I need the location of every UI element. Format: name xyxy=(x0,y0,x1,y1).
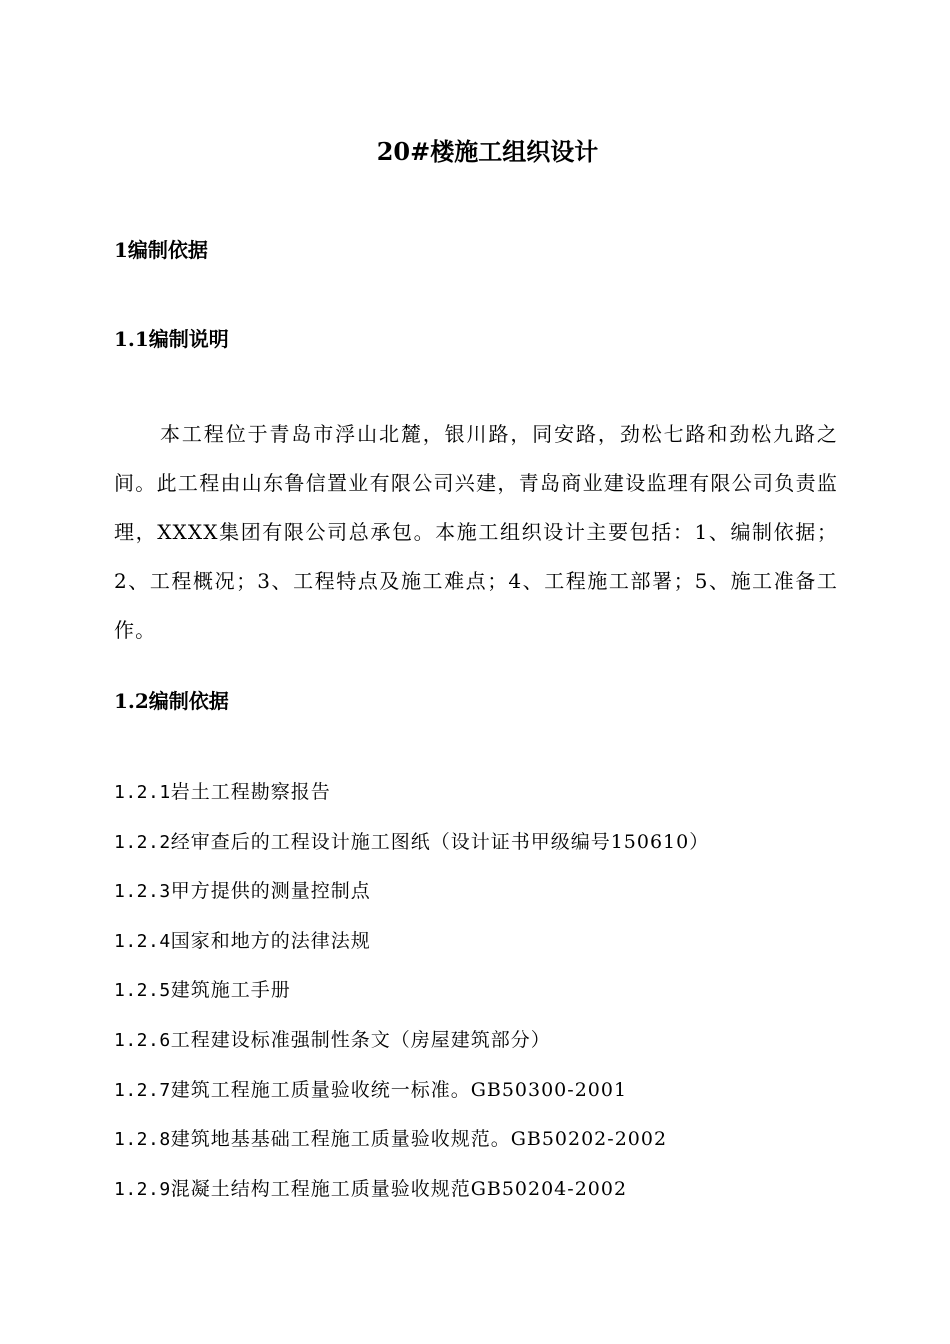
list-item xyxy=(114,774,709,824)
list-item xyxy=(114,873,709,923)
list-item-number: 1.2.4 xyxy=(114,930,171,952)
document-title: 20#楼施工组织设计 xyxy=(376,137,599,166)
list-item xyxy=(114,824,709,874)
list-item-number: 1.2.3 xyxy=(114,881,171,903)
list-item-text: 工程建设标准强制性条文（房屋建筑部分） xyxy=(170,1028,551,1051)
list-item xyxy=(114,923,709,973)
list-item-number: 1.2.8 xyxy=(114,1129,171,1151)
list-item-text: 国家和地方的法律法规 xyxy=(170,929,371,952)
list-item-text: 岩土工程勘察报告 xyxy=(170,781,331,803)
section-1-1-paragraph: 本工程位于青岛市浮山北麓，银川路，同安路，劲松七路和劲松九路之间。此工程由山东鲁信置业有限公司兴建，青岛商业建设监理有限公司负责监理，XXXX集团有限公司总承包。本施工组织设计主要包括：1、编制依据；2、工程概况；3、工程特点及施工难点；4、工程施工部署；5、施工准备工作。 xyxy=(114,422,838,642)
section-1-2-heading: 1.2编制依据 xyxy=(114,689,229,713)
list-item-number: 1.2.5 xyxy=(114,980,171,1002)
list-item xyxy=(114,1072,709,1122)
list-item xyxy=(114,972,709,1022)
list-item-number: 1.2.6 xyxy=(114,1029,171,1051)
list-item-text: 建筑施工手册 xyxy=(170,979,291,1002)
list-item xyxy=(114,1121,709,1171)
basis-list xyxy=(114,774,709,1220)
list-item-number: 1.2.7 xyxy=(114,1079,171,1101)
list-item-text: 甲方提供的测量控制点 xyxy=(170,880,371,903)
section-1-1-heading: 1.1编制说明 xyxy=(114,327,229,351)
list-item-text: 经审查后的工程设计施工图纸（设计证书甲级编号150610） xyxy=(170,830,710,853)
list-item-text: 建筑地基基础工程施工质量验收规范。GB50202-2002 xyxy=(170,1128,668,1151)
list-item-number: 1.2.2 xyxy=(114,831,171,853)
list-item xyxy=(114,1022,709,1072)
section-1-heading: 1编制依据 xyxy=(114,238,208,262)
list-item xyxy=(114,1171,709,1221)
list-item-text: 建筑工程施工质量验收统一标准。GB50300-2001 xyxy=(170,1078,628,1101)
list-item-text: 混凝土结构工程施工质量验收规范GB50204-2002 xyxy=(170,1177,628,1200)
list-item-number: 1.2.1 xyxy=(114,782,171,803)
list-item-number: 1.2.9 xyxy=(114,1178,171,1200)
